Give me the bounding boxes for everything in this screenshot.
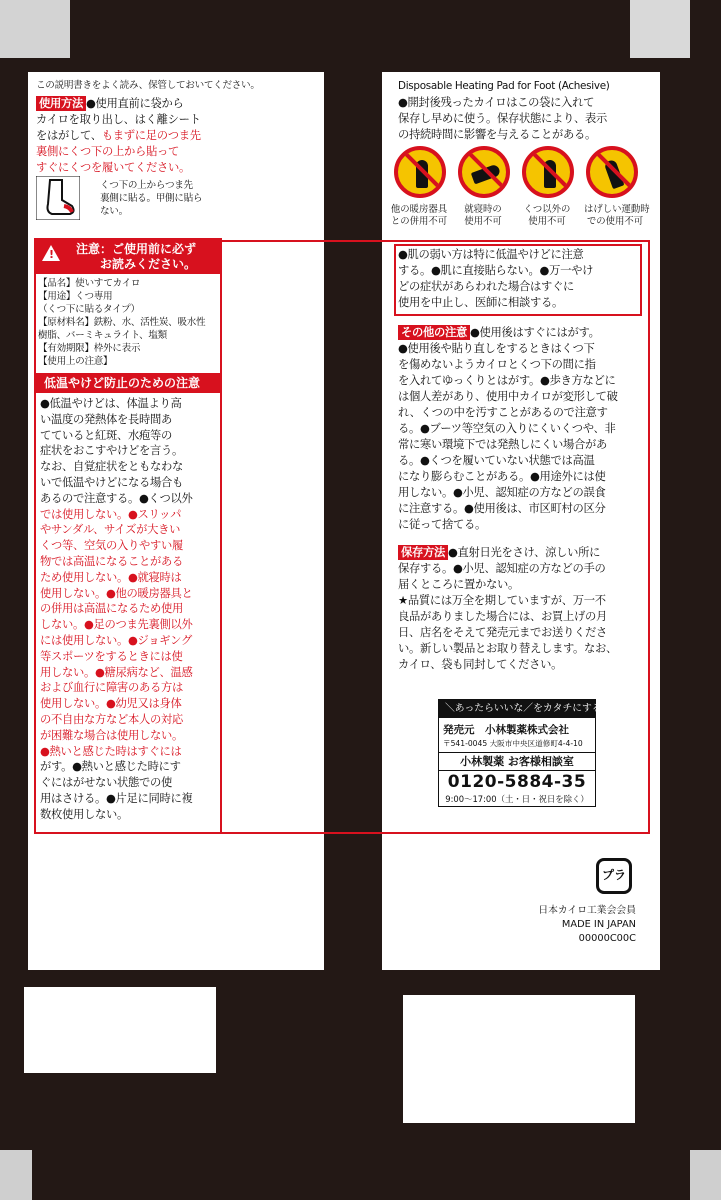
brand-phone: 0120-5884-35	[447, 772, 587, 792]
top-band-dark-right	[690, 0, 721, 58]
lowtemp-block-line: てていると紅斑、水疱等の	[40, 428, 172, 442]
lowtemp-block-line: が困難な場合は使用しない。	[40, 728, 183, 742]
lowtemp-block-line: いで低温やけどになる場合も	[40, 476, 183, 489]
storage-block-line: ★品質には万全を期していますが、万一不	[398, 594, 606, 607]
other-block-line: は個人差があり、使用中カイロが変形して破	[398, 390, 618, 403]
other-block-line: る。●ブーツ等空気の入りにくいくつや、非	[398, 422, 616, 435]
intro-text: この説明書きをよく読み、保管しておいてください。	[36, 80, 260, 91]
lowtemp-block-line: ぐにはがせない状態での使	[40, 776, 172, 790]
storage-block-line: カイロ、袋も同封してください。	[398, 658, 563, 671]
brand-seller: 発売元 小林製薬株式会社	[443, 724, 569, 736]
sock-note-2: 裏側に貼る。甲側に貼ら	[100, 193, 203, 204]
icon-caption-4: はげしい運動時 での使用不可	[584, 204, 650, 227]
other-block-line: を傷めないようカイロとくつ下の間に指	[398, 358, 596, 371]
other-label: その他の注意	[398, 325, 470, 340]
spec-block-line: 【使用上の注意】	[38, 356, 113, 367]
lowtemp-block-line: しない。●足のつま先裏側以外	[40, 618, 193, 632]
lowtemp-block-line: 用しない。●糖尿病など、温感	[40, 665, 193, 679]
caution-header	[36, 240, 220, 274]
lowtemp-block-line: および血行に障害のある方は	[40, 681, 183, 695]
caution-title: 注意：ご使用前に必ず お読みください。	[76, 242, 197, 271]
lowtemp-block-line: の不自由な方など本人の対応	[40, 713, 183, 726]
other-block-line: る。●くつを履いていない状態では高温	[398, 454, 595, 467]
top-band	[0, 0, 721, 58]
connector-line-right	[648, 240, 650, 834]
usage-text-1: ●使用直前に袋から	[86, 97, 184, 110]
sock-note-1: くつ下の上からつま先	[100, 180, 193, 191]
other-block-line: 常に寒い環境下では発熱しにくい場合があ	[398, 438, 607, 451]
skin-block-line: ●肌の弱い方は特に低温やけどに注意	[398, 248, 584, 261]
sock-note-3: ない。	[100, 206, 128, 217]
lowtemp-block-line: 使用しない。●幼児又は身体	[40, 697, 182, 711]
warning-icons-row	[394, 146, 644, 201]
other-block-line: 用しない。●小児、認知症の方などの誤食	[398, 486, 606, 499]
usage-red-line-1: 裏側にくつ下の上から貼って	[36, 145, 179, 158]
lowtemp-block-line: の併用は高温になるため使用	[40, 602, 183, 616]
no-exercise-icon	[586, 146, 638, 198]
spec-block-line: （くつ下に貼るタイプ）	[38, 304, 140, 315]
lowtemp-block-line: やサンダル、サイズが大きい	[40, 523, 181, 537]
spec-block-line: 樹脂、バーミキュライト、塩類	[38, 330, 167, 341]
lowtemp-block-line: 等スポーツをするときには使	[40, 649, 183, 663]
usage-red-tail: もまずに足のつま先	[101, 129, 201, 142]
other-block-line: に注意する。●使用後は、市区町村の区分	[398, 502, 606, 515]
lowtemp-block-line: あるので注意する。●くつ以外	[40, 491, 193, 505]
top-band-grey-right	[630, 0, 690, 58]
spec-block-line: 【有効期限】枠外に表示	[38, 343, 141, 354]
lowtemp-block-line: くつ等、空気の入りやすい履	[40, 539, 183, 553]
other-block-line: れ、くつの中を汚すことがあるので注意す	[398, 406, 608, 419]
no-sleeping-icon	[458, 146, 510, 198]
top-band-dark	[70, 0, 630, 58]
lowtemp-block-line: い温度の発熱体を長時間あ	[40, 412, 172, 426]
storage-block-line: 保存する。●小児、認知症の方などの手の	[398, 562, 606, 575]
lowtemp-block-line: 使用しない。●他の暖房器具と	[40, 586, 193, 600]
no-heater-icon	[394, 146, 446, 198]
storage-label: 保存方法	[398, 545, 448, 560]
lowtemp-block-line: ●熱いと感じた時はすぐには	[40, 744, 182, 758]
spec-block-line: 【用途】くつ専用	[38, 291, 113, 302]
storage-block-line: 届くところに置かない。	[398, 578, 519, 591]
blank-label-area-left	[24, 987, 216, 1073]
open-block-line: 保存し早めに使う。保存状態により、表示	[398, 112, 607, 125]
other-block-line: になり膨らむことがある。●用途外には使	[398, 470, 606, 483]
storage-block-line: 日、店名をそえて発売元までお送りくださ	[398, 626, 607, 639]
footer-code: 00000C00C	[578, 933, 636, 944]
usage-label: 使用方法	[36, 96, 86, 111]
plastic-recycle-icon: プラ	[596, 858, 632, 894]
lowtemp-block-line: ため使用しない。●就寝時は	[40, 570, 182, 584]
storage-first-line	[398, 545, 600, 560]
other-first-line	[398, 325, 600, 340]
lowtemp-block-line: 物では高温になることがある	[40, 555, 183, 568]
skin-block-line: する。●肌に直接貼らない。●万一やけ	[398, 264, 594, 277]
usage-text-3: をはがして、	[36, 129, 102, 142]
lowtemp-title: 低温やけど防止のための注意	[36, 373, 220, 393]
lowtemp-block-line: 数枚使用しない。	[40, 807, 128, 821]
brand-hours: 9:00～17:00（土・日・祝日を除く）	[445, 794, 589, 804]
footer-made-in: MADE IN JAPAN	[561, 919, 636, 930]
english-title: Disposable Heating Pad for Foot (Achesive)	[398, 80, 610, 92]
sock-placement-icon	[36, 176, 80, 220]
storage-block-line: い。新しい製品とお取り替えします。なお、	[398, 642, 618, 655]
connector-line-top	[222, 240, 650, 242]
lowtemp-block-line: には使用しない。●ジョギング	[40, 634, 192, 647]
open-block-line: ●開封後残ったカイロはこの袋に入れて	[398, 96, 595, 109]
lowtemp-block-line: がす。●熱いと感じた時にす	[40, 760, 181, 774]
skin-block-line: どの症状があらわれた場合はすぐに	[398, 280, 574, 293]
brand-slogan: ＼あったらいいな／をカタチにする	[439, 700, 595, 718]
usage-line-3	[36, 128, 201, 143]
icon-caption-3: くつ以外の 使用不可	[523, 204, 571, 227]
other-first: ●使用後はすぐにはがす。	[469, 326, 600, 339]
other-block-line: を入れてゆっくりとはがす。●歩き方などに	[398, 374, 616, 387]
lowtemp-block-line: 症状をおこすやけどを言う。	[40, 444, 183, 458]
other-block-line: に従って捨てる。	[398, 518, 486, 531]
storage-first: ●直射日光をさけ、涼しい所に	[448, 546, 601, 559]
other-block-line: ●使用後や貼り直しをするときはくつ下	[398, 342, 595, 355]
icon-caption-2: 就寝時の 使用不可	[464, 204, 502, 227]
brand-support: 小林製薬 お客様相談室	[439, 752, 595, 771]
bottom-band-grey-left	[0, 1150, 32, 1200]
open-block-line: の持続時間に影響を与えることがある。	[398, 128, 596, 141]
spec-block-line: 【原材料名】鉄粉、水、活性炭、吸水性	[38, 317, 206, 328]
brand-address: 〒541-0045 大阪市中央区道修町4-4-10	[443, 739, 583, 748]
spec-block-line: 【品名】使いすてカイロ	[38, 278, 141, 289]
usage-line-1	[36, 96, 184, 111]
manufacturer-box	[438, 699, 602, 807]
blank-label-area-right	[403, 995, 635, 1123]
lowtemp-block-line: 用はさける。●片足に同時に複	[40, 792, 193, 805]
warning-icon: !	[42, 245, 60, 261]
icon-caption-1: 他の暖房器具 との併用不可	[390, 204, 448, 227]
lowtemp-block-line: なお、自覚症状をともなわな	[40, 460, 183, 474]
no-non-shoe-icon	[522, 146, 574, 198]
usage-red-line-2: すぐにくつを履いてください。	[36, 161, 190, 174]
top-band-grey-left	[0, 0, 70, 58]
usage-line-2: カイロを取り出し、はく離シート	[36, 113, 201, 126]
footer-member: 日本カイロ工業会会員	[538, 905, 636, 916]
bottom-band-grey-right	[690, 1150, 721, 1200]
storage-block-line: 良品がありました場合には、お買上げの月	[398, 610, 607, 623]
bottom-band	[0, 1150, 721, 1200]
lowtemp-block-line: ●低温やけどは、体温より高	[40, 397, 182, 410]
lowtemp-block-line: では使用しない。●スリッパ	[40, 507, 182, 521]
connector-line-bottom	[222, 832, 650, 834]
skin-block-line: 使用を中止し、医師に相談する。	[398, 296, 563, 309]
